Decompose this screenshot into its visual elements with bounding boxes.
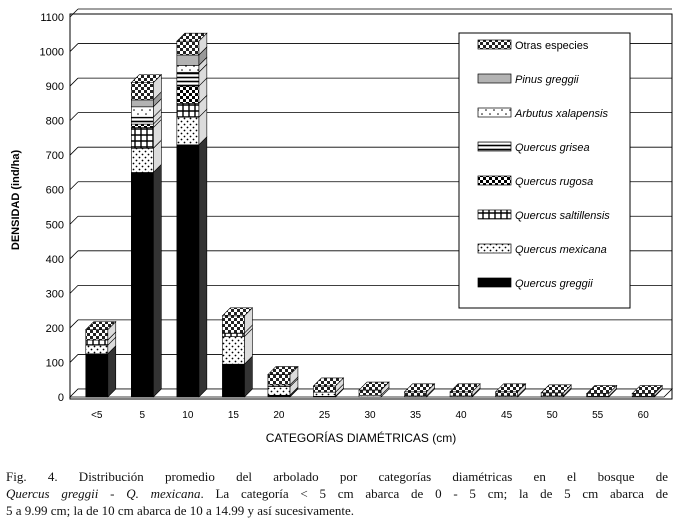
bar-stack [131,75,161,397]
y-tick-label: 1000 [39,46,64,59]
bar-stack [177,33,207,397]
bar-segment [131,148,153,172]
y-tick-label: 200 [45,322,64,335]
caption-line-2 [6,485,668,502]
legend-swatch [478,244,511,253]
x-tick-label: 45 [501,410,513,421]
bar-segment [313,392,335,396]
bar-segment [177,72,199,86]
y-tick-label: 300 [45,288,64,301]
bar-segment [131,83,153,100]
bar-segment [313,386,335,392]
bar-segment [587,394,609,397]
bar-segment [222,337,244,365]
legend-label: Quercus mexicana [515,244,607,256]
x-tick-label: 55 [592,410,604,421]
caption-species-italic: Quercus greggii - Q. mexicana [6,486,201,501]
y-tick-label: 800 [45,115,64,128]
bar-stack [222,308,252,397]
x-tick-label: 20 [273,410,285,421]
bar-segment [268,387,290,396]
bar-segment-side [199,137,207,397]
caption-line-2-rest: . La categoría < 5 cm abarca de 0 - 5 cm; la de 5 cm abarca de [200,486,668,501]
bar-stack [268,367,298,397]
legend-swatch [478,40,511,49]
bar-segment [177,145,199,397]
bar-segment-side [153,164,161,397]
bar-segment [177,41,199,55]
bar-segment [131,128,153,149]
bar-segment [222,333,244,336]
bar-segment [131,100,153,107]
x-tick-label: 5 [139,410,146,421]
y-tick-label: 500 [45,219,64,232]
legend-label: Otras especies [515,40,589,52]
x-tick-label: 25 [318,410,331,421]
legend [459,33,630,308]
y-tick-label: 0 [57,392,64,404]
bar-segment [177,65,199,72]
legend-label: Arbutus xalapensis [515,108,608,120]
bar-segment [268,375,290,385]
y-tick-label: 1100 [40,12,64,24]
bar-segment [450,392,472,396]
legend-label: Quercus grisea [515,142,590,154]
legend-swatch [478,278,511,287]
x-tick-label: 50 [546,410,558,421]
bar-segment [359,390,381,395]
bar-segment [131,124,153,127]
x-axis-label: CATEGORÍAS DIAMÉTRICAS (cm) [265,431,457,445]
bar-segment [177,55,199,65]
x-tick-label: 40 [455,410,467,421]
legend-swatch [478,210,511,219]
bar-segment [131,172,153,397]
bar-segment [86,354,108,397]
x-tick-label: 30 [364,410,376,421]
legend-swatch [478,142,511,151]
legend-label: Quercus saltillensis [515,210,610,222]
x-tick-label: 10 [182,410,194,421]
bar-segment [222,316,244,333]
y-axis-ticks [40,12,64,404]
caption-line-1: Fig. 4. Distribución promedio del arbolado por categorías diamétricas en el bosque de [6,469,668,484]
legend-label: Quercus greggii [515,278,593,290]
bar-segment [131,107,153,117]
x-axis-ticks [91,410,649,421]
bar-segment [177,86,199,103]
bar-segment-side [108,346,116,397]
caption-line-3: 5 a 9.99 cm; la de 10 cm abarca de 10 a 14.99 y así sucesivamente. [6,503,354,518]
bar-segment [541,393,563,396]
figure-caption [6,468,668,519]
bar-segment [405,392,427,396]
legend-swatch [478,108,511,117]
legend-label: Quercus rugosa [515,176,594,188]
bar-segment [86,330,108,340]
bar-segment [496,392,518,396]
y-axis-label: DENSIDAD (ind/ha) [10,149,22,251]
bar-segment [177,103,199,117]
bar-segment [131,117,153,124]
bar-segment [86,345,108,354]
bar-segment [86,340,108,345]
x-tick-label: 15 [227,410,239,421]
bar-segment [177,117,199,145]
bar-segment [222,364,244,397]
bar-stack [86,322,116,397]
x-tick-label: 35 [409,410,422,421]
y-tick-label: 400 [45,253,64,266]
legend-label: Pinus greggii [515,74,579,86]
legend-swatch [478,176,511,185]
y-tick-label: 700 [45,150,64,163]
y-tick-label: 900 [45,81,64,94]
x-tick-label: 60 [637,410,649,421]
x-tick-label: <5 [91,410,103,421]
legend-swatch [478,74,511,83]
y-tick-label: 600 [45,184,64,197]
bar-segment [632,394,654,397]
y-tick-label: 100 [45,357,64,370]
